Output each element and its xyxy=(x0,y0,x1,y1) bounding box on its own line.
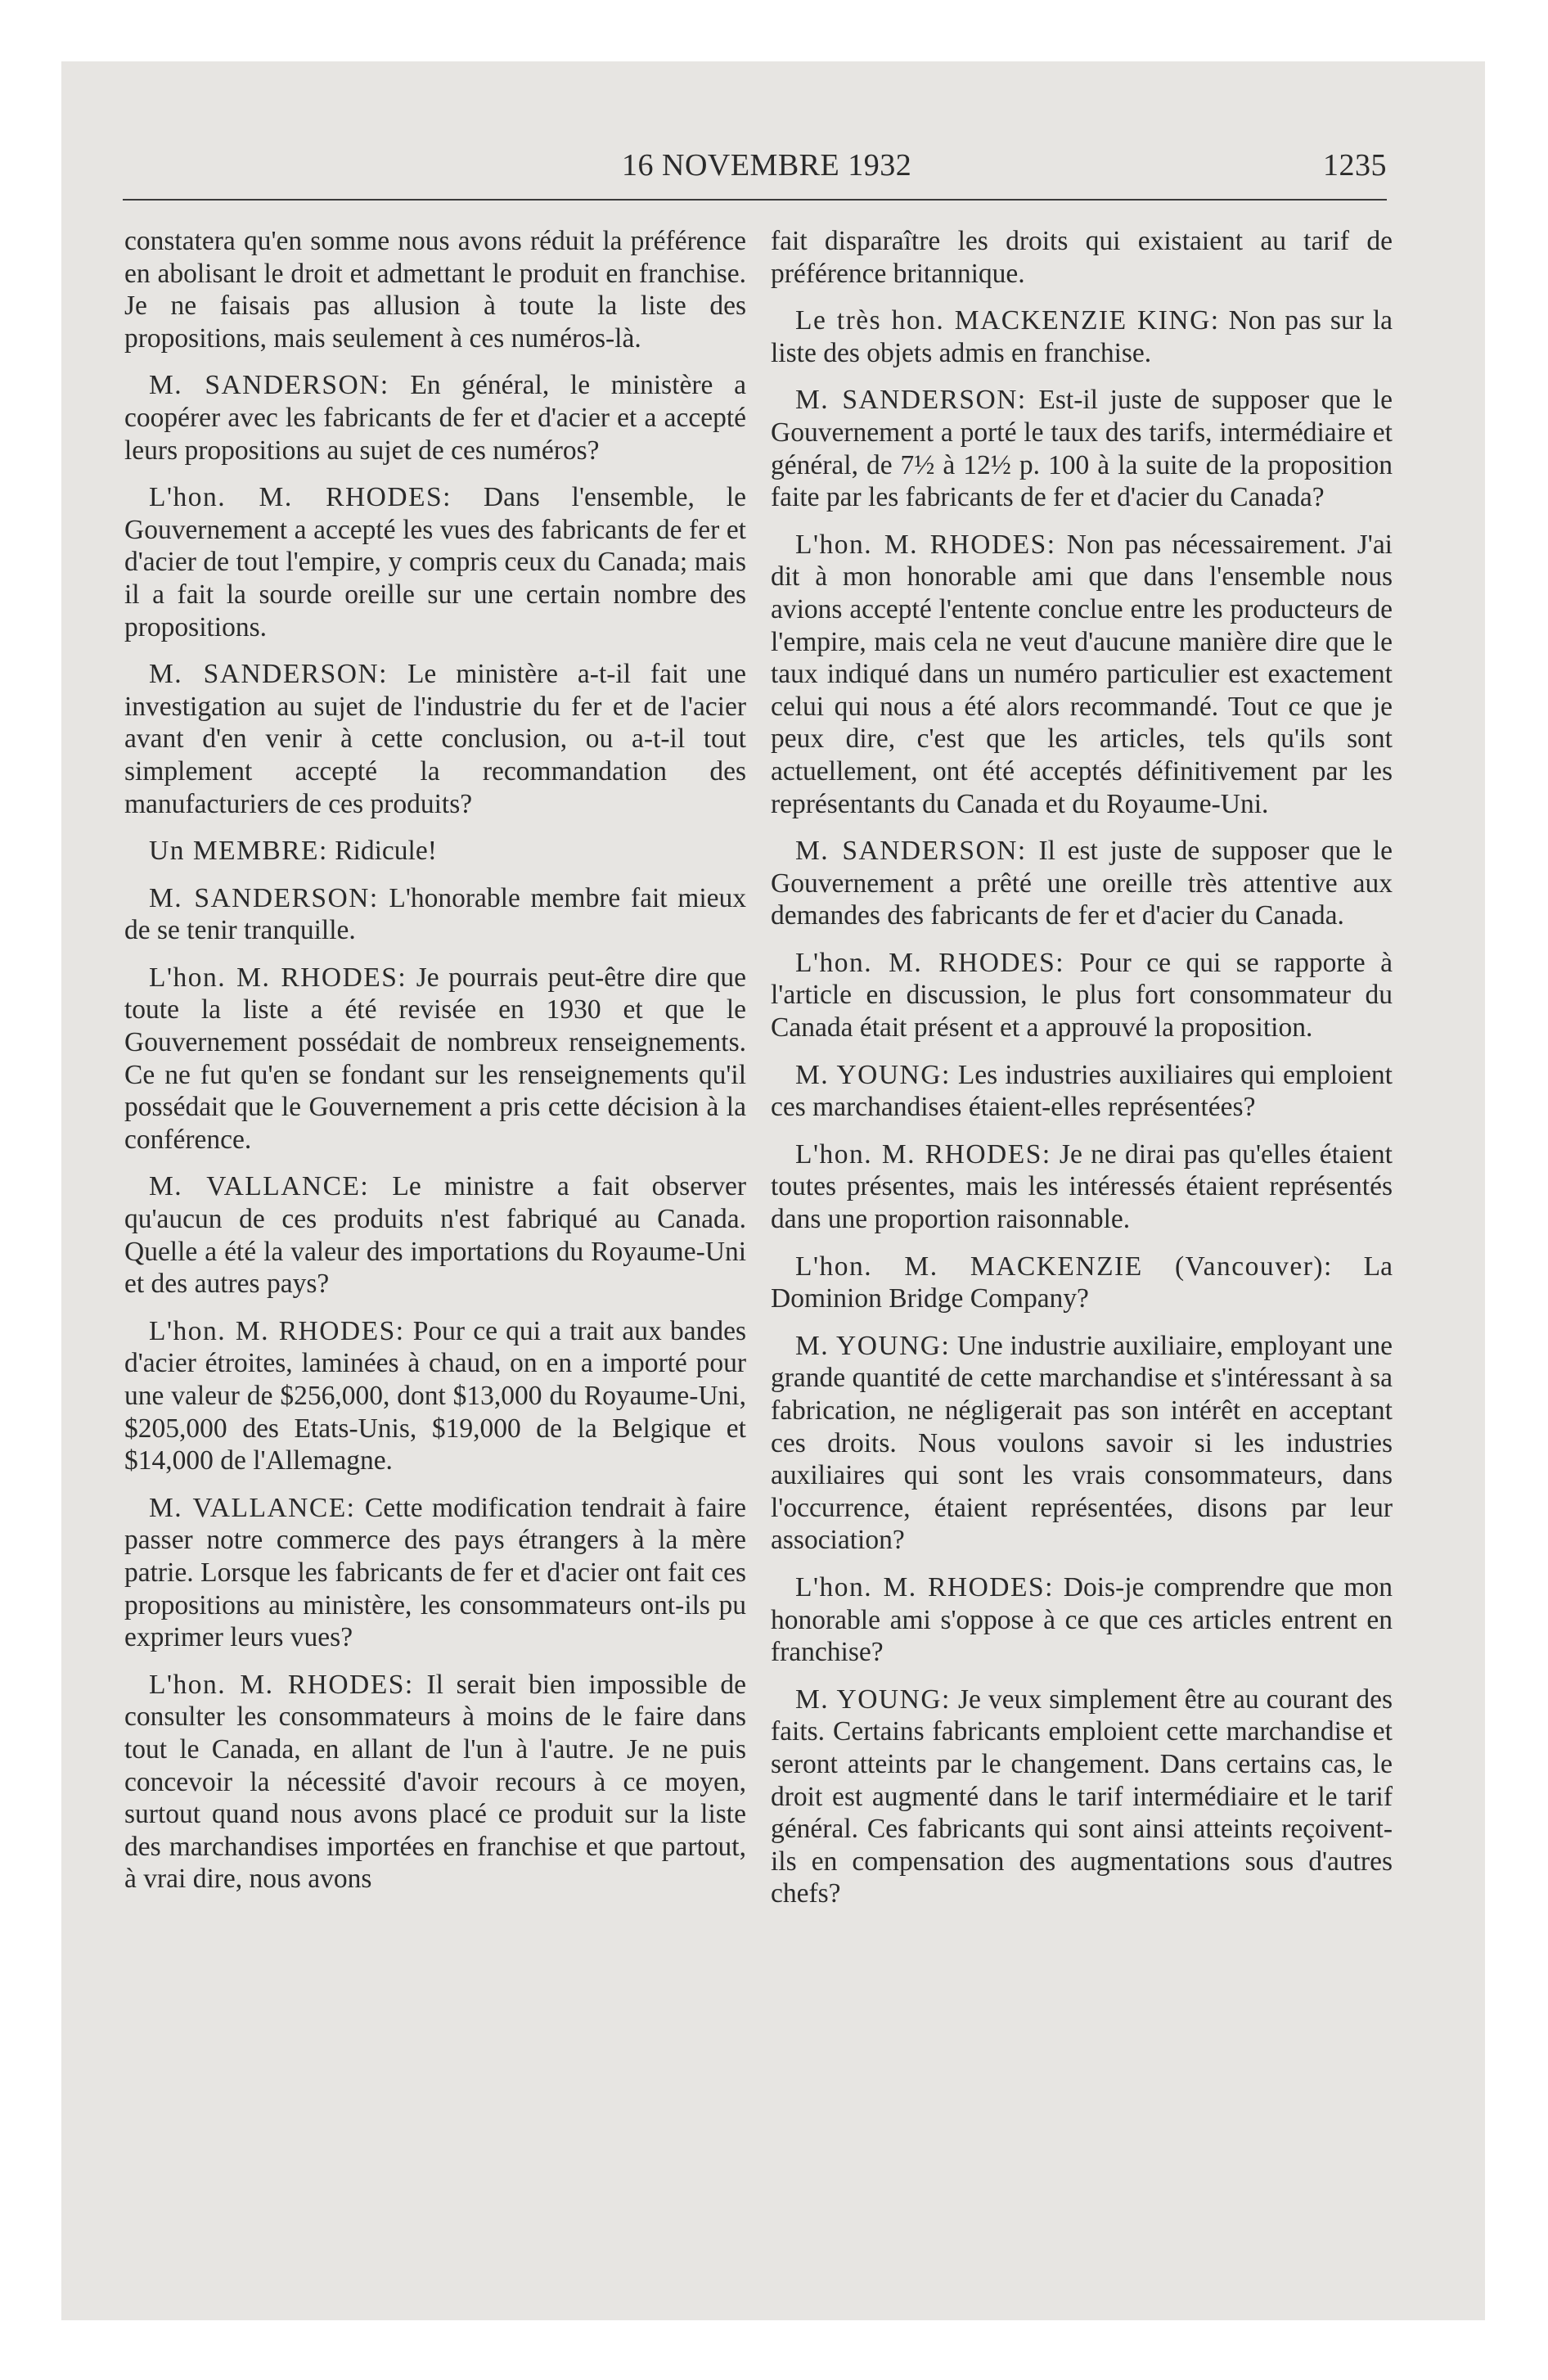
speaker: L'hon. M. RHODES: xyxy=(149,962,407,993)
page-number: 1235 xyxy=(1323,148,1387,183)
speech: Non pas nécessairement. J'ai dit à mon honorable ami que dans l'ensemble nous avions accepté l'entente conclue entre les producteurs de l'empire, mais cela ne veut d'aucune manière dire que le taux indiqué dans un numéro particulier est exactement celui qui nous a été alors recommandé. Tout ce que je peux dire, c'est que les articles, tels qu'ils sont actuellement, ont été acceptés définitivement par les représentants du Canada et du Royaume-Uni. xyxy=(771,529,1393,819)
header-rule xyxy=(123,199,1387,201)
paragraph: fait disparaître les droits qui existaient au tarif de préférence britannique. xyxy=(771,226,1393,289)
speech: Cette modification tendrait à faire passer notre commerce des pays étrangers à la mère patrie. Lorsque les fabricants de fer et d'acier ont fait ces propositions au ministère, les consommateurs ont-ils pu exprimer leurs vues? xyxy=(124,1492,747,1653)
speech: En général, le ministère a coopérer avec les fabricants de fer et d'acier et a accepté leurs propositions au sujet de ces numéros? xyxy=(124,370,746,466)
paragraph xyxy=(124,1315,746,1477)
speech: Il est juste de supposer que le Gouvernement a prêté une oreille très attentive aux demandes des fabricants de fer et d'acier du Canada. xyxy=(771,836,1393,931)
paragraph xyxy=(124,962,746,1156)
paragraph xyxy=(124,1492,746,1654)
paragraph xyxy=(124,1669,746,1895)
paragraph xyxy=(771,1138,1393,1236)
speaker: L'hon. M. RHODES: xyxy=(795,1571,1054,1602)
speaker: L'hon. M. RHODES: xyxy=(149,1315,405,1346)
speech: Je pourrais peut-être dire que toute la liste a été revisée en 1930 et que le Gouvernement possédait de nombreux renseignements. Ce ne fut qu'en se fondant sur les renseignements qu'il possédait que le Gouvernement a pris cette décision à la conférence. xyxy=(124,962,746,1155)
speaker: L'hon. M. MACKENZIE (Vancouver): xyxy=(795,1251,1333,1282)
speaker: M. SANDERSON: xyxy=(795,836,1027,867)
speech: Les industries auxiliaires qui emploient ces marchandises étaient-elles représentées? xyxy=(771,1059,1393,1123)
paragraph xyxy=(124,658,746,820)
speech: La Dominion Bridge Company? xyxy=(771,1251,1393,1314)
speaker: M. SANDERSON: xyxy=(149,659,388,690)
speaker: M. YOUNG: xyxy=(795,1059,951,1090)
speech: Ridicule! xyxy=(335,836,437,867)
speaker: M. SANDERSON: xyxy=(795,385,1027,416)
speaker: Un MEMBRE: xyxy=(149,836,328,867)
speech: Non pas sur la liste des objets admis en franchise. xyxy=(771,305,1393,368)
speech: Le ministère a-t-il fait une investigation au sujet de l'industrie du fer et de l'acier avant d'en venir à cette conclusion, ou a-t-il tout simplement accepté la recommandation des manufacturiers de ces produits? xyxy=(124,659,746,819)
paragraph xyxy=(124,882,746,947)
header-date: 16 NOVEMBRE 1932 xyxy=(622,148,912,183)
speaker: L'hon. M. RHODES: xyxy=(149,482,452,513)
speaker: Le très hon. MACKENZIE KING: xyxy=(795,305,1220,336)
paragraph xyxy=(124,369,746,467)
speech: Je ne dirai pas qu'elles étaient toutes présentes, mais les intéressés étaient représentés dans une proportion raisonnable. xyxy=(771,1138,1393,1235)
paragraph xyxy=(771,947,1393,1044)
speaker: L'hon. M. RHODES: xyxy=(795,529,1056,560)
speaker: M. VALLANCE: xyxy=(149,1492,356,1523)
speaker: M. SANDERSON: xyxy=(149,882,379,913)
speaker: M. VALLANCE: xyxy=(149,1171,370,1202)
speech: Dans l'ensemble, le Gouvernement a accepté les vues des fabricants de fer et d'acier de tout l'empire, y compris ceux du Canada; mais il a fait la sourde oreille sur une certain nombre des propositions. xyxy=(124,482,746,642)
speaker: L'hon. M. RHODES: xyxy=(795,1138,1051,1170)
speech: Le ministre a fait observer qu'aucun de ces produits n'est fabriqué au Canada. Quelle a été la valeur des importations du Royaume-Uni et des autres pays? xyxy=(124,1171,747,1300)
speech: Dois-je comprendre que mon honorable ami s'oppose à ce que ces articles entrent en franchise? xyxy=(771,1571,1393,1668)
speech: Il serait bien impossible de consulter les consommateurs à moins de le faire dans tout le Canada, en allant de l'un à l'autre. Je ne puis concevoir la nécessité d'avoir recours à ce moyen, surtout quand nous avons placé ce produit sur la liste des marchandises importées en franchise et que partout, à vrai dire, nous avons xyxy=(124,1669,746,1895)
paragraph xyxy=(771,1571,1393,1669)
speech: Une industrie auxiliaire, employant une grande quantité de cette marchandise et s'intéressant à sa fabrication, ne négligerait pas son intérêt en acceptant ces droits. Nous voulons savoir si les industries auxiliaires qui sont les vrais consommateurs, dans l'occurrence, étaient représentées, disons par leur association? xyxy=(771,1330,1393,1556)
paragraph xyxy=(124,481,746,643)
speaker: L'hon. M. RHODES: xyxy=(795,947,1065,978)
speaker: M. YOUNG: xyxy=(795,1684,951,1715)
paragraph xyxy=(771,1330,1393,1557)
paragraph xyxy=(124,1170,746,1300)
paragraph xyxy=(771,1059,1393,1124)
paragraph xyxy=(771,384,1393,513)
speech: Pour ce qui se rapporte à l'article en discussion, le plus fort consommateur du Canada était présent et a approuvé la proposition. xyxy=(771,947,1393,1044)
right-column xyxy=(771,225,1393,1925)
paragraph xyxy=(124,835,746,868)
speaker: M. YOUNG: xyxy=(795,1330,951,1361)
speaker: L'hon. M. RHODES: xyxy=(149,1669,414,1700)
paragraph xyxy=(771,835,1393,932)
paragraph xyxy=(771,1684,1393,1910)
speech: Je veux simplement être au courant des faits. Certains fabricants emploient cette marchandise et seront atteints par le changement. Dans certains cas, le droit est augmenté dans le tarif intermédiaire et le tarif général. Ces fabricants qui sont ainsi atteints reçoivent-ils en compensation des augmentations sous d'autres chefs? xyxy=(771,1684,1393,1909)
speech: Est-il juste de supposer que le Gouvernement a porté le taux des tarifs, intermédiaire et général, de 7½ à 12½ p. 100 à la suite de la proposition faite par les fabricants de fer et d'acier du Canada? xyxy=(771,385,1393,513)
speech: L'honorable membre fait mieux de se tenir tranquille. xyxy=(124,882,746,946)
paragraph: constatera qu'en somme nous avons réduit la préférence en abolisant le droit et admettant le produit en franchise. Je ne faisais pas allusion à toute la liste des propositions, mais seulement à ces numéros-là. xyxy=(124,226,746,354)
paragraph xyxy=(771,304,1393,369)
speech: Pour ce qui a trait aux bandes d'acier étroites, laminées à chaud, on en a importé pour une valeur de $256,000, dont $13,000 du Royaume-Uni, $205,000 des Etats-Unis, $19,000 de la Belgique et $14,000 de l'Allemagne. xyxy=(124,1315,746,1476)
left-column xyxy=(124,225,746,1910)
speaker: M. SANDERSON: xyxy=(149,370,389,401)
paragraph xyxy=(771,1251,1393,1315)
paragraph xyxy=(771,529,1393,820)
